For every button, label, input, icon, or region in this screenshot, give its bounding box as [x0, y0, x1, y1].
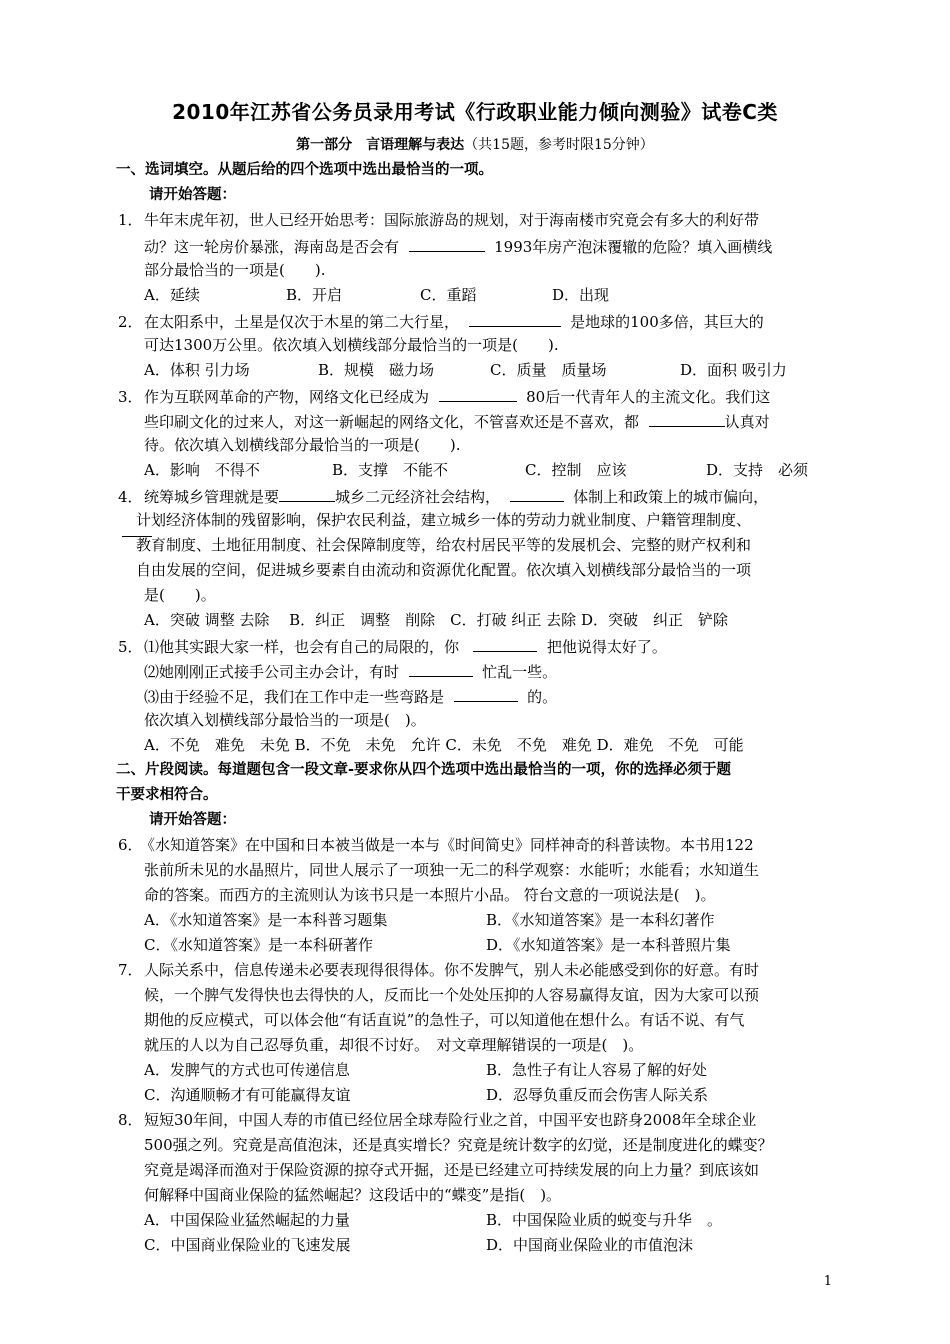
q4-line-1	[118, 485, 768, 507]
q2-number: 2．	[118, 313, 143, 331]
q5-sentence-1b: 把他说得太好了。	[546, 638, 667, 656]
q6-option-b: B．《水知道答案》是一本科幻著作	[486, 911, 715, 929]
q8-line-2: 500强之列。究竟是高值泡沫，还是真实增长？究竟是统计数字的幻觉，还是制度进化的蝶变？	[144, 1136, 773, 1154]
q2-line-2: 可达1300万公里。依次填入划横线部分最恰当的一项是( ).	[144, 336, 559, 354]
q4-blank-1	[279, 485, 335, 502]
q8-number: 8．	[118, 1111, 143, 1129]
q5-blank-1	[473, 635, 537, 652]
q5-line-1	[118, 635, 667, 657]
q2-option-b: B．规模 磁力场	[318, 361, 435, 379]
q3-text-2b: 认真对	[724, 413, 770, 431]
q5-line-3	[144, 685, 557, 707]
q1-text-1: 牛年末虎年初，世人已经开始思考：国际旅游岛的规划，对于海南楼市究竟会有多大的利好带	[144, 211, 760, 229]
q1-line-1	[118, 210, 759, 230]
q6-line-3: 命的答案。而西方的主流则认为该书只是一本照片小品。 符台文意的一项说法是( )。	[144, 886, 716, 904]
q5-number: 5．	[118, 638, 143, 656]
q3-blank-2	[649, 410, 725, 427]
q4-blank-2	[510, 485, 564, 502]
q8-option-a: A．中国保险业猛然崛起的力量	[144, 1211, 350, 1229]
q6-option-c: C．《水知道答案》是一本科研著作	[144, 936, 373, 954]
part-note: （共15题，参考时限15分钟）	[464, 137, 654, 153]
q8-option-b: B．中国保险业质的蜕变与升华 。	[486, 1211, 723, 1229]
q5-sentence-3b: 的。	[527, 688, 558, 706]
q2-text-1b: 是地球的100多倍，其巨大的	[570, 313, 764, 331]
q8-text-1: 短短30年间，中国人寿的市值已经位居全球寿险行业之首，中国平安也跻身2008年全球企业	[144, 1111, 757, 1129]
exam-title: 2010年江苏省公务员录用考试《行政职业能力倾向测验》试卷C类	[172, 100, 778, 124]
part-heading	[0, 134, 950, 154]
q1-line-2	[144, 235, 772, 257]
section-1-heading: 一、选词填空。从题后给的四个选项中选出最恰当的一项。	[116, 162, 493, 178]
q1-line-3: 部分最恰当的一项是( ).	[144, 261, 326, 279]
q6-option-d: D．《水知道答案》是一本科普照片集	[486, 936, 731, 954]
q2-option-a: A．体积 引力场	[144, 361, 250, 379]
q8-line-4: 何解释中国商业保险的猛然崛起？这段话中的“蝶变”是指( )。	[144, 1186, 562, 1204]
q4-line-5: 是( )。	[144, 586, 216, 604]
q3-blank-1	[439, 385, 517, 402]
q1-blank	[409, 235, 485, 252]
q1-option-a: A．延续	[144, 286, 200, 304]
q2-option-d: D．面积 吸引力	[680, 361, 787, 379]
section-2-heading-2: 干要求相符合。	[116, 787, 218, 803]
q4-options: A．突破 调整 去除 B．纠正 调整 削除 C．打破 纠正 去除 D．突破 纠正 铲除	[144, 611, 728, 629]
q3-text-1b: 80后一代青年人的主流文化。我们这	[526, 388, 771, 406]
q6-line-2: 张前所未见的水晶照片，同世人展示了一项独一无二的科学观察：水能听；水能看；水知道生	[144, 861, 760, 879]
q3-option-d: D．支持 必须	[706, 461, 809, 479]
q2-line-1	[118, 310, 764, 332]
q4-text-1a: 统筹城乡管理就是要	[144, 488, 280, 506]
q3-line-1	[118, 385, 770, 407]
q3-option-b: B．支撑 不能不	[332, 461, 449, 479]
q8-option-c: C．中国商业保险业的飞速发展	[144, 1236, 351, 1254]
q6-number: 6．	[118, 836, 143, 854]
q3-option-a: A．影响 不得不	[144, 461, 260, 479]
q7-option-c: C．沟通顺畅才有可能赢得友谊	[144, 1086, 351, 1104]
q3-option-c: C．控制 应该	[525, 461, 627, 479]
q5-options: A．不免 难免 未免 B．不免 未免 允许 C．未免 不免 难免 D．难免 不免 可能	[144, 736, 744, 754]
q3-text-2a: 些印刷文化的过来人，对这一新崛起的网络文化，不管喜欢还是不喜欢，都	[144, 413, 640, 431]
q4-text-1c: 体制上和政策上的城市偏向，	[573, 488, 769, 506]
q2-blank	[469, 310, 561, 327]
q7-line-2: 候，一个脾气发得快也去得快的人，反而比一个处处压抑的人容易赢得友谊，因为大家可以预	[144, 986, 760, 1004]
q1-option-c: C．重蹈	[420, 286, 477, 304]
q8-option-d: D．中国商业保险业的市值泡沫	[486, 1236, 694, 1254]
q5-line-2	[144, 660, 557, 682]
q3-text-1a: 作为互联网革命的产物，网络文化已经成为	[144, 388, 430, 406]
q3-line-2	[144, 410, 770, 432]
q7-line-1	[118, 960, 759, 980]
page-number: 1	[823, 1274, 832, 1289]
q6-line-1	[118, 835, 754, 855]
part-label: 第一部分 言语理解与表达	[296, 137, 465, 153]
q5-blank-2	[409, 660, 473, 677]
q4-number: 4．	[118, 488, 143, 506]
q2-option-c: C．质量 质量场	[490, 361, 607, 379]
q7-number: 7．	[118, 961, 143, 979]
q7-line-3: 期他的反应模式，可以体会他“有话直说”的急性子，可以知道他在想什么。有话不说、有气	[144, 1011, 745, 1029]
q7-line-4: 就压的人以为自己忍辱负重，却很不讨好。 对文章理解错误的一项是( )。	[144, 1036, 644, 1054]
q8-line-3: 究竟是竭泽而渔对于保险资源的掠夺式开掘，还是已经建立可持续发展的向上力量？到底该如	[144, 1161, 760, 1179]
q4-line-2: 计划经济体制的残留影响，保护农民利益，建立城乡一体的劳动力就业制度、户籍管理制度、	[136, 511, 752, 529]
q7-option-d: D．忍辱负重反而会伤害人际关系	[486, 1086, 709, 1104]
q5-question: 依次填入划横线部分最恰当的一项是( )。	[144, 711, 426, 729]
q3-line-3: 待。依次填入划横线部分最恰当的一项是( ).	[144, 436, 461, 454]
q5-blank-3	[454, 685, 518, 702]
q7-option-b: B．急性子有让人容易了解的好处	[486, 1061, 708, 1079]
q4-text-1b: 城乡二元经济社会结构，	[335, 488, 501, 506]
q4-line-3: 教育制度、土地征用制度、社会保障制度等，给农村居民平等的发展机会、完整的财产权利和	[136, 536, 752, 554]
q5-sentence-2b: 忙乱一些。	[482, 663, 558, 681]
q2-text-1a: 在太阳系中，土星是仅次于木星的第二大行星，	[144, 313, 460, 331]
section-2-heading-1: 二、片段阅读。每道题包含一段文章-要求你从四个选项中选出最恰当的一项，你的选择必须于题	[116, 762, 732, 778]
q5-sentence-3a: ⑶由于经验不足，我们在工作中走一些弯路是	[144, 688, 445, 706]
q4-line-4: 自由发展的空间，促进城乡要素自由流动和资源优化配置。依次填入划横线部分最恰当的一项	[136, 561, 752, 579]
q7-option-a: A．发脾气的方式也可传递信息	[144, 1061, 350, 1079]
q1-option-b: B．开启	[286, 286, 343, 304]
q5-sentence-1a: ⑴他其实跟大家一样，也会有自己的局限的，你	[144, 638, 460, 656]
q1-text-2b: 1993年房产泡沫覆辙的危险？填入画横线	[494, 238, 773, 256]
q5-sentence-2a: ⑵她刚刚正式接手公司主办会计，有时	[144, 663, 400, 681]
q7-text-1: 人际关系中，信息传递未必要表现得很得体。你不发脾气，别人未必能感受到你的好意。有时	[144, 961, 760, 979]
q1-text-2a: 动？这一轮房价暴涨，海南岛是否会有	[144, 238, 400, 256]
q1-number: 1．	[118, 211, 143, 229]
q8-line-1	[118, 1110, 756, 1130]
q6-text-1: 《水知道答案》在中国和日本被当做是一本与《时间简史》同样神奇的科普读物。本书用122	[140, 836, 754, 854]
q6-option-a: A．《水知道答案》是一本科普习题集	[144, 911, 388, 929]
q3-number: 3．	[118, 388, 143, 406]
q1-option-d: D．出现	[552, 286, 610, 304]
section-2-start: 请开始答题：	[149, 812, 236, 828]
section-1-start: 请开始答题：	[149, 187, 236, 203]
